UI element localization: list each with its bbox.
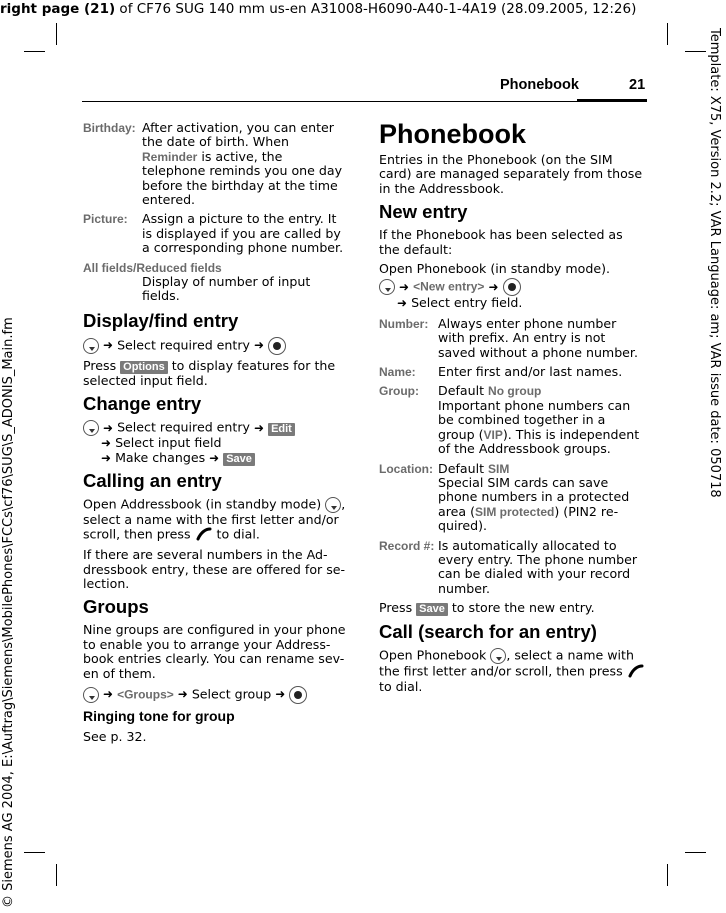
calling-para-2: If there are several numbers in the Ad-dressbook entry, these are offered for se-lection. (83, 547, 346, 591)
no-group-term: No group (488, 384, 542, 399)
call-key-icon (627, 664, 645, 680)
navigation-key-icon (83, 420, 99, 436)
ringing-tone-subheading: Ringing tone for group (83, 707, 235, 724)
reminder-term: Reminder (142, 149, 198, 164)
birthday-label: Birthday: (83, 121, 136, 135)
call-search-heading: Call (search for an entry) (379, 621, 597, 643)
arrow-icon: ➜ (397, 296, 408, 311)
picture-label: Picture: (83, 212, 128, 227)
number-label: Number: (379, 316, 429, 331)
para-text: , select a name with the first letter and/or scroll, then press (379, 647, 634, 679)
picture-field (83, 212, 347, 255)
birthday-text (142, 121, 347, 207)
sim-term: SIM (488, 461, 510, 476)
groups-term: <Groups> (117, 687, 174, 702)
name-text: Enter first and/or last names. (438, 364, 623, 380)
navigation-key-icon (379, 279, 395, 295)
location-text (438, 462, 645, 534)
new-entry-para-1: If the Phonebook has been selected as the default: (379, 227, 623, 257)
page-number: 21 (629, 77, 646, 93)
allfields-label: All fields/Reduced fields (83, 260, 222, 275)
location-text-1: Special SIM cards can save phone numbers in a protected area ( (438, 474, 630, 519)
template-info: Template: X75, Version 2.2; VAR Language: am; VAR issue date: 050718 (707, 28, 722, 498)
header-rule (82, 101, 647, 102)
file-path-info: © Siemens AG 2004, E:\Auftrag\Siemens\MobilePhones\FCCs\cf76\SUG\S_ADONIS_Main.fm (1, 317, 16, 908)
arrow-icon: ➜ (103, 687, 114, 702)
crop-mark (667, 23, 668, 45)
navigation-key-icon (490, 648, 506, 664)
number-text: Always enter phone number with prefix. An entry is not saved without a phone number. (438, 315, 638, 360)
crop-mark (667, 864, 668, 886)
para-text: Open Phonebook (379, 647, 491, 663)
new-entry-step-text: Select entry field. (411, 295, 523, 311)
center-key-icon (289, 686, 307, 704)
calling-heading: Calling an entry (83, 469, 222, 491)
para-text: Press (379, 600, 417, 616)
display-find-heading: Display/find entry (83, 309, 239, 331)
location-field (379, 462, 645, 534)
call-search-para (379, 648, 645, 694)
number-field (379, 317, 645, 360)
sim-protected-term: SIM protected (475, 504, 555, 519)
para-text: Press (83, 357, 121, 373)
groups-step-text: Select group (191, 686, 272, 702)
center-key-icon (503, 278, 521, 296)
birthday-text-2: is active, the telephone reminds you one day before the birthday at the time entered. (142, 148, 343, 208)
groups-heading: Groups (83, 596, 149, 618)
options-key: Options (120, 361, 168, 374)
vip-term: VIP (483, 427, 503, 442)
new-entry-heading: New entry (379, 201, 468, 223)
crop-mark (24, 51, 45, 52)
new-entry-term: <New entry> (413, 279, 485, 294)
name-field (379, 365, 645, 379)
group-text-1: Important phone numbers can be combined together in a group ( (438, 397, 631, 442)
page-title: Phonebook (379, 119, 526, 149)
birthday-text-1: After activation, you can enter the date of birth. When (142, 120, 334, 150)
display-find-step (83, 337, 347, 355)
crop-mark (685, 51, 706, 52)
groups-step (83, 686, 347, 704)
running-head: Phonebook (500, 77, 579, 93)
navigation-key-icon (83, 687, 99, 703)
para-text: to display features for the selected input field. (83, 357, 336, 388)
arrow-icon: ➜ (101, 436, 112, 451)
header-bold: right page (21) (0, 1, 116, 17)
change-steps (83, 420, 347, 465)
new-entry-para-2: Open Phonebook (in standby mode). (379, 261, 611, 277)
name-label: Name: (379, 365, 416, 380)
groups-para: Nine groups are configured in your phone to enable you to arrange your Address-book entries clearly. You can rename sev-en of them. (83, 622, 346, 681)
record-text: Is automatically allocated to every entry. The phone number can be dialed with your record number. (438, 537, 638, 596)
picture-text: Assign a picture to the entry. It is displayed if you are called by a corresponding phone number. (142, 211, 344, 256)
save-key: Save (223, 453, 255, 466)
arrow-icon: ➜ (177, 687, 188, 702)
para-text: Open Addressbook (in standby mode) (83, 496, 322, 512)
location-label: Location: (379, 461, 433, 476)
arrow-icon: ➜ (209, 450, 220, 465)
phonebook-intro: Entries in the Phonebook (on the SIM card) are managed separately from those in the Addressbook. (379, 152, 643, 196)
birthday-field (83, 121, 347, 207)
crop-mark (56, 864, 57, 886)
navigation-key-icon (325, 497, 341, 513)
location-pre: Default (438, 460, 489, 476)
para-text: to dial. (379, 679, 423, 695)
group-pre: Default (438, 383, 489, 399)
location-text-2: ) (PIN2 re-quired). (438, 503, 619, 534)
navigation-key-icon (83, 338, 99, 354)
left-column (83, 121, 347, 749)
para-text: to dial. (212, 526, 260, 542)
right-column (379, 119, 645, 700)
crop-mark (56, 23, 57, 45)
allfields-text: Display of number of input fields. (142, 274, 311, 304)
crop-mark (24, 852, 45, 853)
display-find-step-text: Select required entry (117, 337, 250, 353)
arrow-icon: ➜ (101, 450, 112, 465)
arrow-icon: ➜ (254, 338, 265, 353)
call-key-icon (195, 527, 213, 543)
record-field (379, 539, 645, 597)
document-header (0, 0, 636, 18)
para-text: to store the new entry. (447, 600, 595, 616)
calling-para-1 (83, 497, 347, 543)
record-label: Record #: (379, 538, 435, 553)
group-label: Group: (379, 384, 419, 399)
save-key: Save (416, 603, 448, 616)
new-entry-steps (379, 278, 645, 310)
allfields-field (83, 261, 347, 304)
change-step-2: Select input field (115, 435, 222, 451)
display-find-para (83, 359, 347, 388)
para-text: , select a name with the first letter and/or scroll, then press (83, 496, 346, 542)
change-step-3: Make changes (115, 449, 206, 465)
crop-mark (685, 852, 706, 853)
change-entry-heading: Change entry (83, 393, 202, 415)
change-step-1: Select required entry (117, 419, 250, 435)
group-field (379, 384, 645, 456)
group-text-2: ). This is independent of the Addressbook groups. (438, 426, 640, 457)
arrow-icon: ➜ (275, 687, 286, 702)
arrow-icon: ➜ (103, 420, 114, 435)
arrow-icon: ➜ (399, 279, 410, 294)
arrow-icon: ➜ (488, 279, 499, 294)
save-para (379, 601, 645, 616)
arrow-icon: ➜ (103, 338, 114, 353)
header-rule-bold (577, 99, 647, 102)
group-text (438, 384, 645, 456)
header-rest: of CF76 SUG 140 mm us-en A31008-H6090-A40-1-4A19 (28.09.2005, 12:26) (115, 1, 637, 17)
center-key-icon (268, 337, 286, 355)
arrow-icon: ➜ (254, 420, 265, 435)
edit-key: Edit (268, 423, 295, 436)
see-page-ref: See p. 32. (83, 728, 147, 744)
